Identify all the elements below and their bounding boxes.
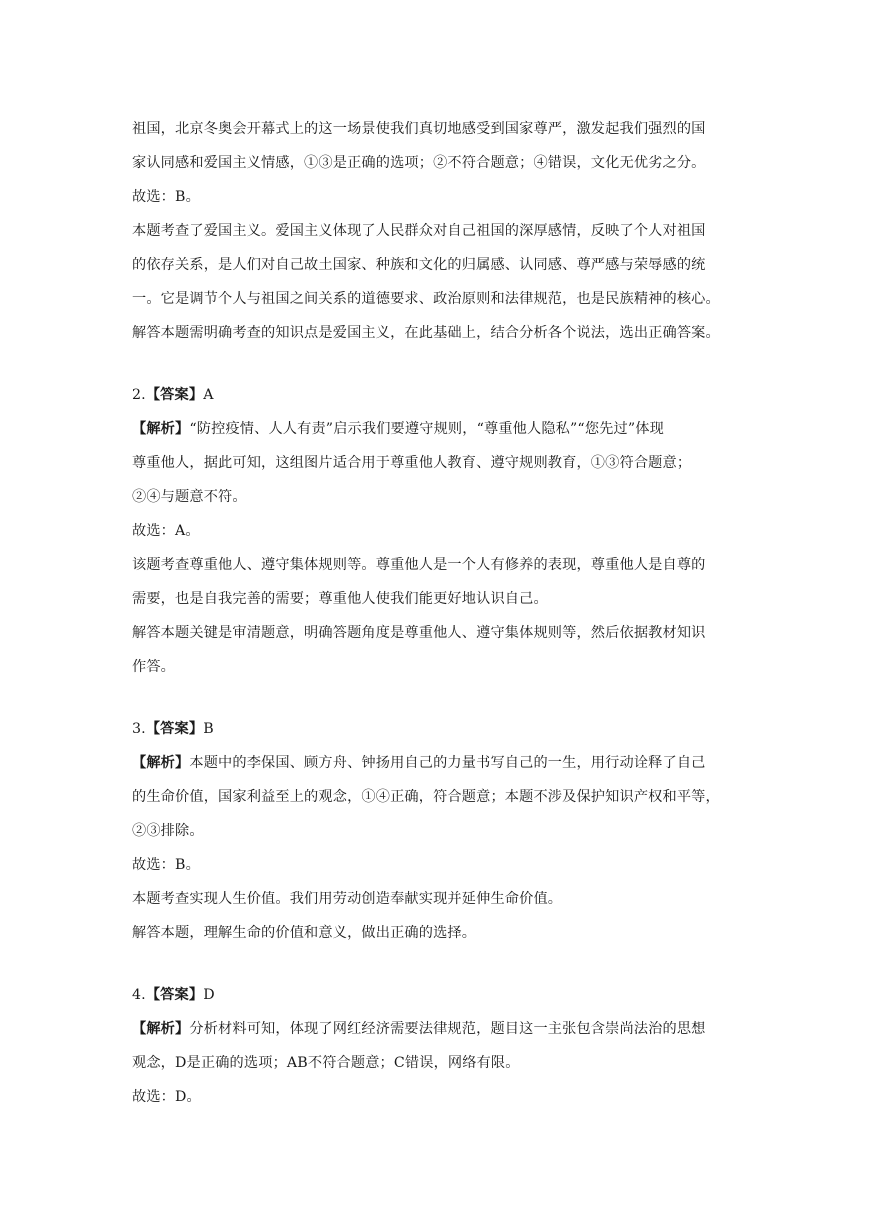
analysis-text: “防控疫情、人人有责”启示我们要遵守规则，“尊重他人隐私”“您先过”体现 [189,421,664,437]
analysis-text: 本题中的李保国、顾方舟、钟扬用自己的力量书写自己的一生，用行动诠释了自己 [189,755,706,771]
text-line: 本题考查了爱国主义。爱国主义体现了人民群众对自己祖国的深厚感情，反映了个人对祖国 [132,223,706,239]
answer-value: B [203,721,214,737]
text-line: 祖国，北京冬奥会开幕式上的这一场景使我们真切地感受到国家尊严，激发起我们强烈的国 [132,121,706,137]
text-line: ②③排除。 [132,823,204,839]
text-line: 的依存关系，是人们对自己故土国家、种族和文化的归属感、认同感、尊严感与荣辱感的统 [132,257,706,273]
document-page [132,112,738,1114]
analysis-line [132,746,738,780]
analysis-tag: 【解析】 [132,755,190,771]
text-line: 故选：B。 [132,857,200,873]
text-line: 一。它是调节个人与祖国之间关系的道德要求、政治原则和法律规范，也是民族精神的核心。 [132,291,720,307]
answer-value: D [203,987,215,1003]
text-line: ②④与题意不符。 [132,489,247,505]
text-line: 解答本题，理解生命的价值和意义，做出正确的选择。 [132,925,477,941]
text-line: 观念，D是正确的选项；AB不符合题意；C错误，网络有限。 [132,1055,520,1071]
text-line: 故选：D。 [132,1089,201,1105]
section-1-continued [132,112,738,350]
question-number: 3. [132,721,146,737]
analysis-line [132,1012,738,1046]
text-line: 的生命价值，国家利益至上的观念，①④正确，符合题意；本题不涉及保护知识产权和平等， [132,789,720,805]
question-4 [132,978,738,1114]
text-line: 故选：B。 [132,189,200,205]
answer-tag: 【答案】 [145,387,204,403]
question-3 [132,712,738,950]
question-number: 2. [132,387,146,403]
text-line: 解答本题需明确考查的知识点是爱国主义，在此基础上，结合分析各个说法，选出正确答案。 [132,325,720,341]
analysis-line [132,412,738,446]
text-line: 本题考查实现人生价值。我们用劳动创造奉献实现并延伸生命价值。 [132,891,563,907]
text-line: 解答本题关键是审清题意，明确答题角度是尊重他人、遵守集体规则等，然后依据教材知识 [132,625,706,641]
analysis-tag: 【解析】 [132,421,190,437]
question-2 [132,378,738,684]
answer-value: A [203,387,214,403]
text-line: 该题考查尊重他人、遵守集体规则等。尊重他人是一个人有修养的表现，尊重他人是自尊的 [132,557,706,573]
answer-line [132,978,738,1012]
text-line: 故选：A。 [132,523,200,539]
text-line: 作答。 [132,659,176,675]
text-line: 需要，也是自我完善的需要；尊重他人使我们能更好地认识自己。 [132,591,548,607]
text-line: 尊重他人，据此可知，这组图片适合用于尊重他人教育、遵守规则教育，①③符合题意； [132,455,692,471]
text-line: 家认同感和爱国主义情感，①③是正确的选项；②不符合题意；④错误，文化无优劣之分。 [132,155,706,171]
analysis-tag: 【解析】 [132,1021,190,1037]
answer-line [132,378,738,412]
answer-line [132,712,738,746]
answer-tag: 【答案】 [145,987,204,1003]
question-number: 4. [132,987,146,1003]
answer-tag: 【答案】 [145,721,204,737]
analysis-text: 分析材料可知，体现了网红经济需要法律规范，题目这一主张包含崇尚法治的思想 [189,1021,706,1037]
